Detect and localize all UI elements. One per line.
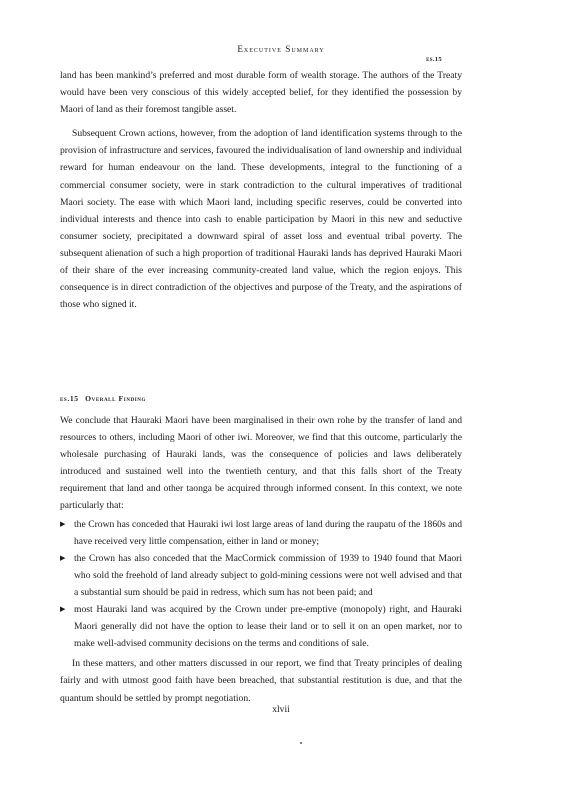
- list-item: [60, 601, 462, 652]
- top-text-block: [60, 67, 462, 313]
- paragraph: Subsequent Crown actions, however, from the adoption of land identification systems through to the provision of infrastructure and services, favoured the individualisation of land ownership and individual reward for human endeavour on the land. These developments, integral to the functioning of a commercial consumer society, were in stark contradiction to the cultural imperatives of traditional Maori society. The ease with which Maori land, including specific reserves, could be converted into individual interests and thence into cash to enable participation by Maori in this new and seductive consumer society, precipitated a downward spiral of asset loss and eventual tribal poverty. The subsequent alienation of such a high proportion of traditional Hauraki lands has deprived Hauraki Maori of their share of the ever increasing community-created land value, which the region enjoys. This consequence is in direct contradiction of the objectives and purpose of the Treaty, and the aspirations of those who signed it.: [60, 128, 462, 311]
- section-heading: [60, 394, 146, 403]
- triangle-bullet-icon: ▶: [60, 605, 66, 614]
- list-item: [60, 550, 462, 601]
- list-item: [60, 516, 462, 550]
- list-item-text: most Hauraki land was acquired by the Crown under pre-emptive (monopoly) right, and Hauraki Maori generally did not have the option to lease their land or to sell it on an open market, nor to make well-advised community decisions on the terms and conditions of sale.: [74, 604, 462, 650]
- section-tag: es.15: [426, 56, 442, 63]
- page-number: xlvii: [272, 704, 290, 715]
- section-heading-title: Overall Finding: [85, 394, 147, 403]
- paragraph: land has been mankind’s preferred and most durable form of wealth storage. The authors of the Treaty would have been very conscious of this widely accepted belief, for they identified the possession by Maori of land as their foremost tangible asset.: [60, 70, 462, 116]
- section-heading-tag: es.15: [60, 394, 79, 403]
- list-item-text: the Crown has also conceded that the MacCormick commission of 1939 to 1940 found that Maori who sold the freehold of land already subject to gold-mining cessions were not well advised and that a substantial sum should be paid in redress, which sum has not been paid; and: [74, 552, 462, 598]
- running-head: Executive Summary: [237, 44, 325, 54]
- triangle-bullet-icon: ▶: [60, 553, 66, 562]
- finding-bullet-list: [60, 516, 462, 653]
- scan-speck: [300, 742, 302, 744]
- finding-conclusion-paragraph: In these matters, and other matters discussed in our report, we find that Treaty principles of dealing fairly and with utmost good faith have been breached, that substantial restitution is due, and that the quantum should be settled by prompt negotiation.: [60, 658, 462, 704]
- finding-text-block: [60, 412, 462, 707]
- triangle-bullet-icon: ▶: [60, 519, 66, 528]
- finding-intro-paragraph: We conclude that Hauraki Maori have been marginalised in their own rohe by the transfer of land and resources to others, including Maori of other iwi. Moreover, we find that this outcome, particularly the wholesale purchasing of Hauraki lands, was the consequence of policies and laws deliberately introduced and sustained well into the twentieth century, and that this falls short of the Treaty requirement that land and other taonga be acquired through informed consent. In this context, we note particularly that:: [60, 415, 462, 512]
- list-item-text: the Crown has conceded that Hauraki iwi lost large areas of land during the raupatu of the 1860s and have received very little compensation, either in land or money;: [74, 518, 462, 547]
